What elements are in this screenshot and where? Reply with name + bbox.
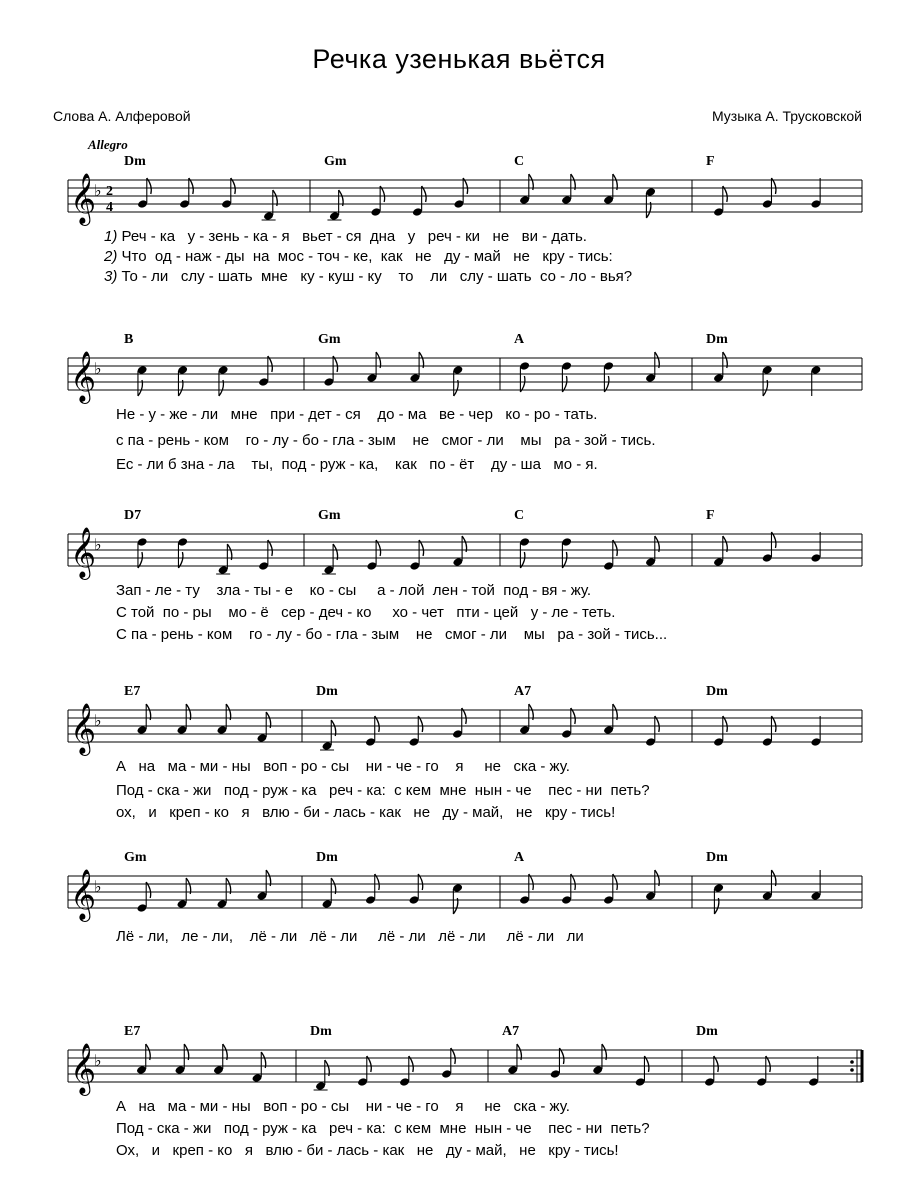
lyric-text: Лё - ли, ле - ли, лё - ли лё - ли лё - ли лё - ли лё - ли ли xyxy=(116,928,584,945)
chord-symbol: Dm xyxy=(310,1024,332,1039)
lyric-text: Зап - ле - ту зла - ты - е ко - сы а - лой лен - той под - вя - жу. xyxy=(116,582,592,599)
repeat-dot xyxy=(850,1060,854,1064)
treble-clef-icon: 𝄞 xyxy=(70,869,97,920)
lyric-text: Реч - ка у - зень - ка - я вьет - ся дна у реч - ки не ви - дать. xyxy=(121,228,587,245)
verse-number: 2) xyxy=(104,248,122,265)
chord-symbol: Dm xyxy=(124,154,146,169)
chord-symbol: Dm xyxy=(696,1024,718,1039)
chord-symbol: Gm xyxy=(124,850,147,865)
time-signature-top: 2 xyxy=(106,184,113,199)
treble-clef-icon: 𝄞 xyxy=(70,527,97,578)
lyric-line xyxy=(104,268,632,285)
chord-symbol: Gm xyxy=(318,508,341,523)
chord-symbol: F xyxy=(706,154,715,169)
lyric-text: Ох, и креп - ко я влю - би - лась - как не ду - май, не кру - тись! xyxy=(116,1142,619,1159)
chord-symbol: E7 xyxy=(124,684,141,699)
lyric-line xyxy=(116,432,656,449)
lyric-text: Что од - наж - ды на мос - точ - ке, как не ду - май не кру - тись: xyxy=(121,248,613,265)
flat-icon: ♭ xyxy=(94,711,102,730)
treble-clef-icon: 𝄞 xyxy=(70,351,97,402)
chord-symbol: Dm xyxy=(316,850,338,865)
chord-symbol: Dm xyxy=(706,850,728,865)
lyric-text: Не - у - же - ли мне при - дет - ся до - ма ве - чер ко - ро - тать. xyxy=(116,406,598,423)
chord-symbol: C xyxy=(514,508,525,523)
flat-icon: ♭ xyxy=(94,877,102,896)
lyric-line xyxy=(116,406,597,423)
lyric-line xyxy=(116,758,570,775)
lyric-line xyxy=(116,1098,570,1115)
flat-icon: ♭ xyxy=(94,181,102,200)
lyric-text: С па - рень - ком го - лу - бо - гла - зым не смог - ли мы ра - зой - тись... xyxy=(116,626,668,643)
treble-clef-icon: 𝄞 xyxy=(70,703,97,754)
repeat-dot xyxy=(850,1068,854,1072)
lyric-text: А на ма - ми - ны воп - ро - сы ни - че - го я не ска - жу. xyxy=(116,1098,570,1115)
composer-credit: Музыка А. Трусковской xyxy=(711,108,862,124)
treble-clef-icon: 𝄞 xyxy=(70,173,97,224)
flat-icon: ♭ xyxy=(94,535,102,554)
lyric-text: Ес - ли б зна - ла ты, под - руж - ка, как по - ёт ду - ша мо - я. xyxy=(116,456,598,473)
lyric-line xyxy=(116,928,584,945)
verse-number: 1) xyxy=(104,228,122,245)
chord-symbol: A7 xyxy=(502,1024,520,1039)
lyric-line xyxy=(116,804,615,821)
time-signature-bottom: 4 xyxy=(106,200,113,215)
song-title: Речка узенькая вьётся xyxy=(312,44,606,74)
chord-symbol: F xyxy=(706,508,715,523)
lyric-line xyxy=(116,582,591,599)
lyric-text: С той по - ры мо - ё сер - деч - ко хо - чет пти - цей у - ле - теть. xyxy=(116,604,616,621)
tempo-marking: Allegro xyxy=(88,137,128,152)
chord-symbol: A xyxy=(514,850,525,865)
flat-icon: ♭ xyxy=(94,1051,102,1070)
lyric-line xyxy=(104,228,587,245)
lyric-text: То - ли слу - шать мне ку - куш - ку то ли слу - шать со - ло - вья? xyxy=(121,268,633,285)
lyric-text: ох, и креп - ко я влю - би - лась - как не ду - май, не кру - тись! xyxy=(116,804,616,821)
lyric-text: А на ма - ми - ны воп - ро - сы ни - че - го я не ска - жу. xyxy=(116,758,570,775)
flat-icon: ♭ xyxy=(94,359,102,378)
chord-symbol: D7 xyxy=(124,508,142,523)
chord-symbol: Dm xyxy=(706,332,728,347)
chord-symbol: Dm xyxy=(706,684,728,699)
chord-symbol: Dm xyxy=(316,684,338,699)
lyric-line xyxy=(116,604,615,621)
chord-symbol: C xyxy=(514,154,525,169)
treble-clef-icon: 𝄞 xyxy=(70,1043,97,1094)
lyric-line xyxy=(104,248,613,265)
lyric-line xyxy=(116,782,650,799)
chord-symbol: Gm xyxy=(318,332,341,347)
chord-symbol: A xyxy=(514,332,525,347)
verse-number: 3) xyxy=(104,268,122,285)
chord-symbol: A7 xyxy=(514,684,532,699)
lyric-line xyxy=(116,456,598,473)
lyric-line xyxy=(116,626,667,643)
chord-symbol: E7 xyxy=(124,1024,141,1039)
chord-symbol: Gm xyxy=(324,154,347,169)
lyricist-credit: Слова А. Алферовой xyxy=(53,108,191,124)
lyric-text: Под - ска - жи под - руж - ка реч - ка: с кем мне нын - че пес - ни петь? xyxy=(116,1120,650,1137)
lyric-line xyxy=(116,1120,650,1137)
lyric-text: Под - ска - жи под - руж - ка реч - ка: с кем мне нын - че пес - ни петь? xyxy=(116,782,650,799)
chord-symbol: B xyxy=(124,332,134,347)
lyric-line xyxy=(116,1142,619,1159)
lyric-text: с па - рень - ком го - лу - бо - гла - зым не смог - ли мы ра - зой - тись. xyxy=(116,432,656,449)
